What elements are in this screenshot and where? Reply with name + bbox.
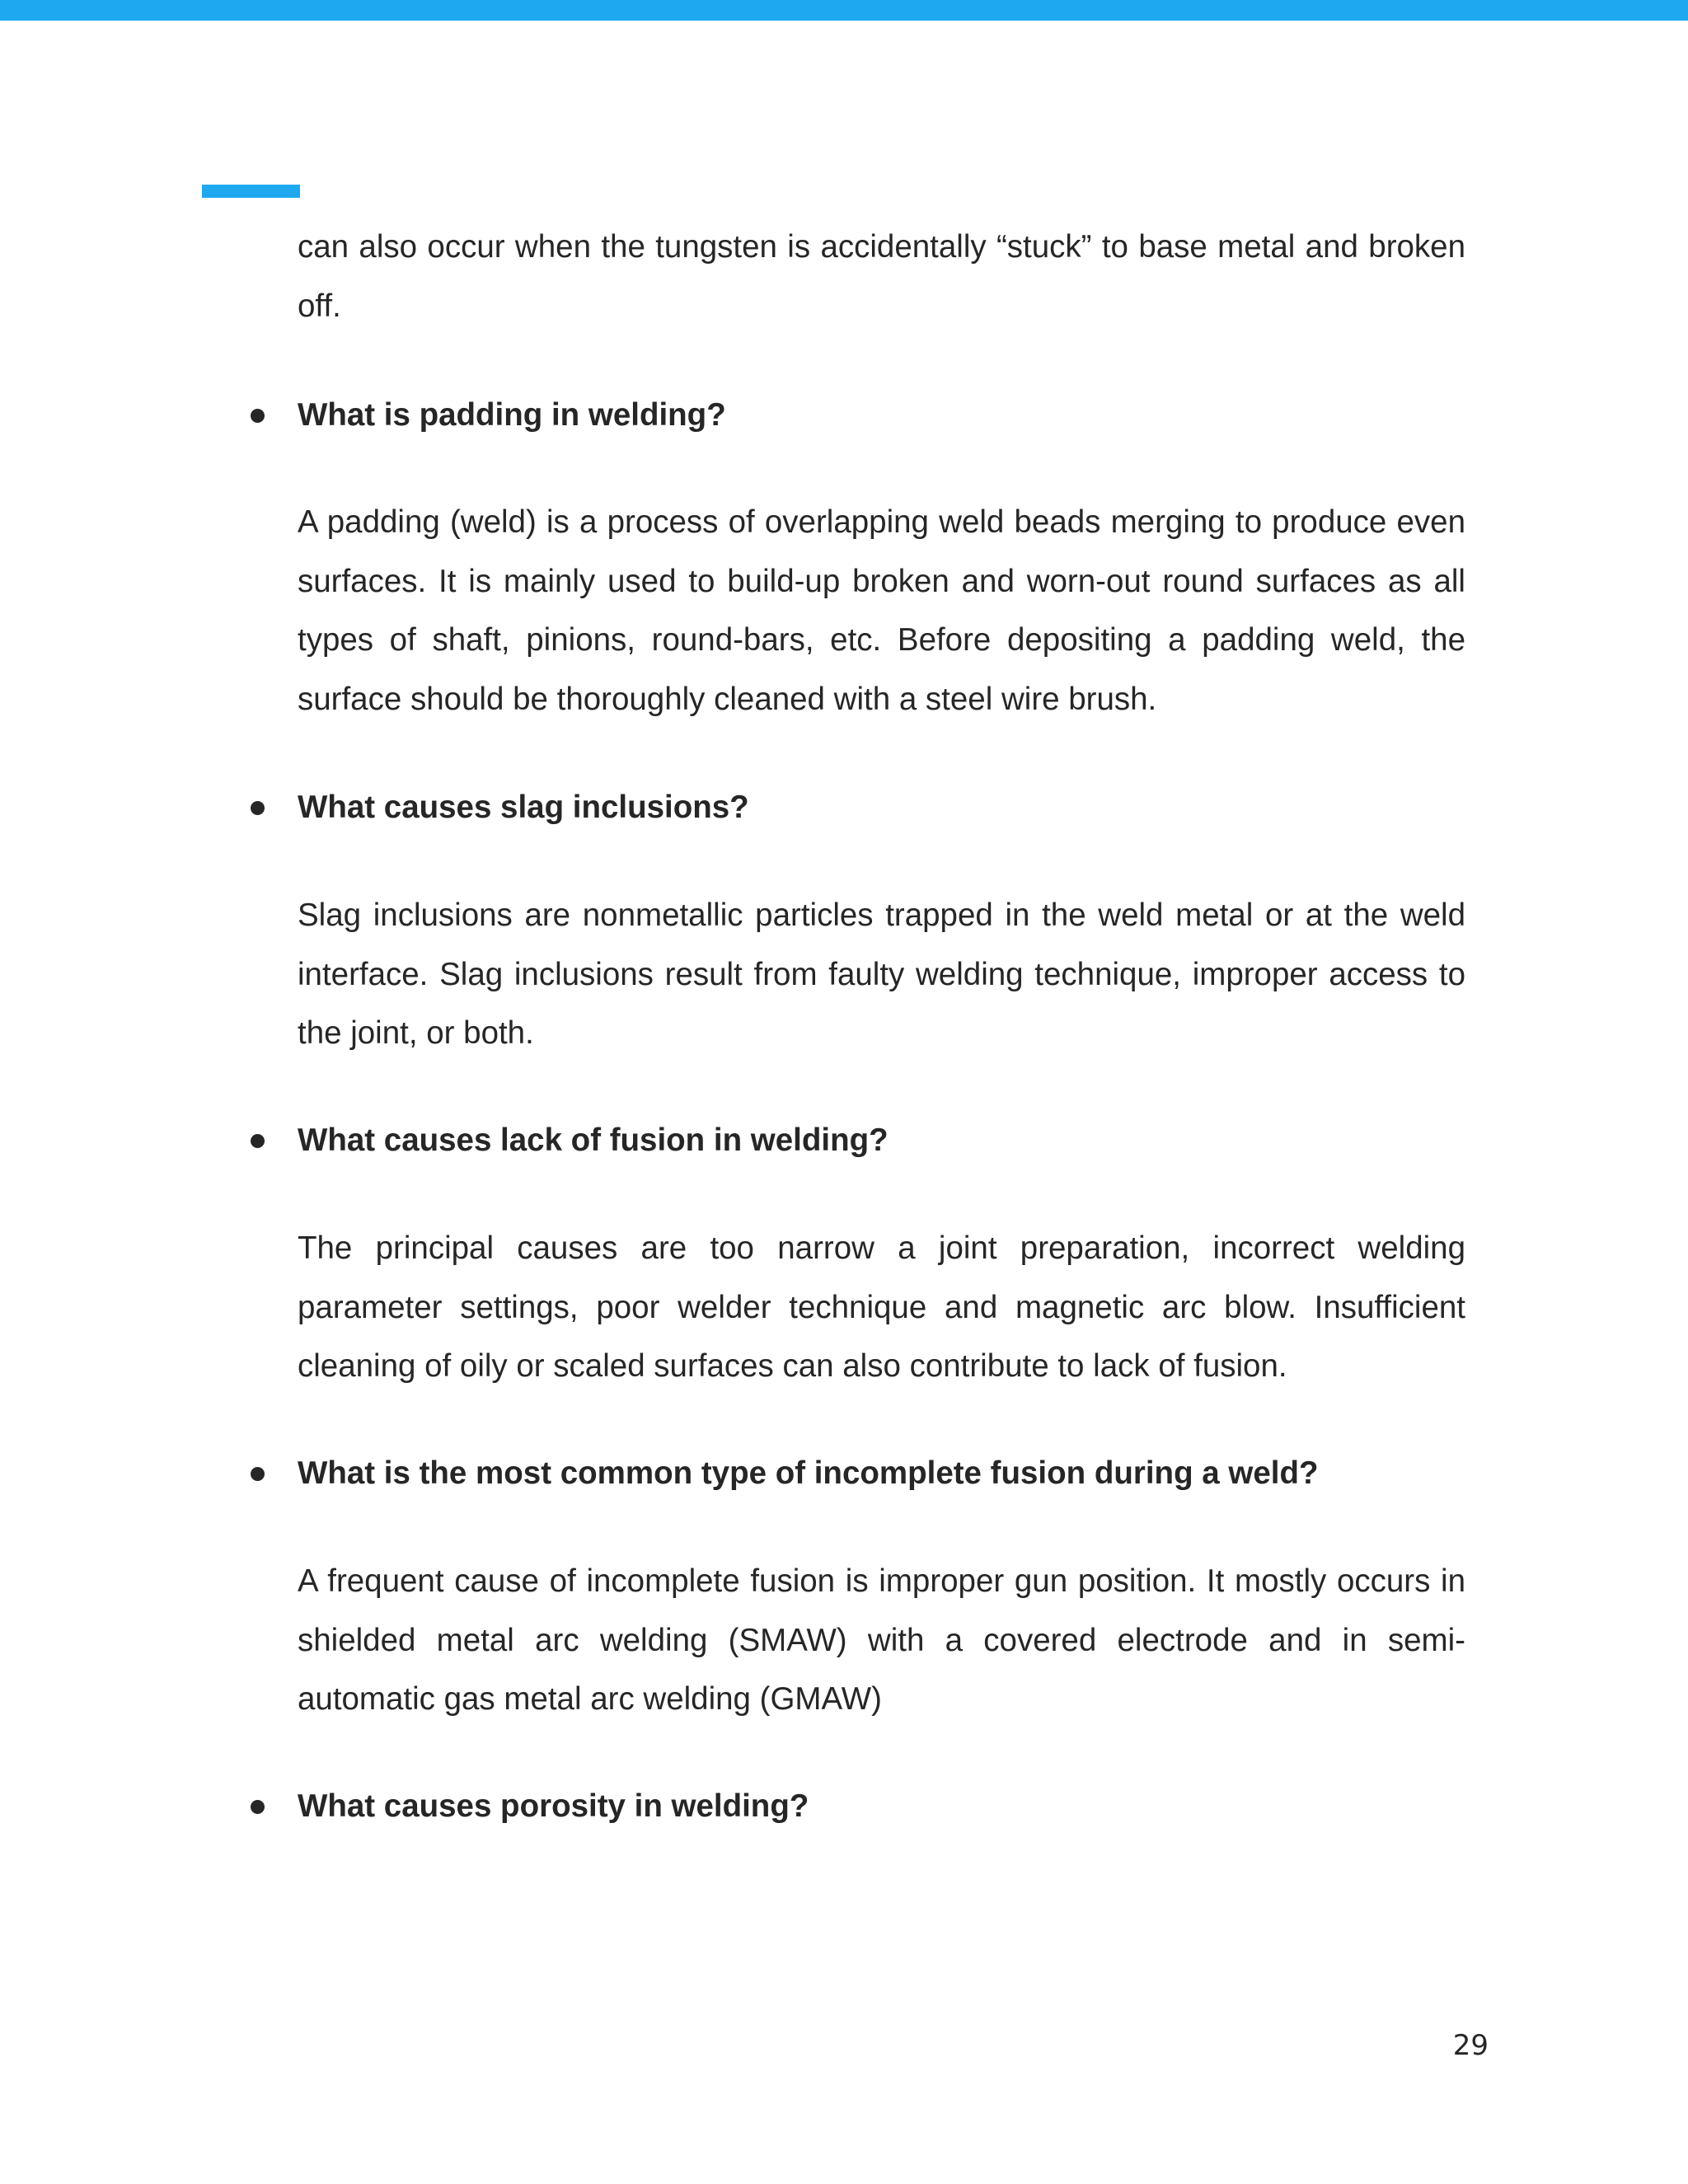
bullet-icon [251,409,265,423]
intro-continuation-paragraph: can also occur when the tungsten is accidentally “stuck” to base metal and broken off. [298,229,1465,324]
answer-padding: A padding (weld) is a process of overlapping weld beads merging to produce even surfaces. It is mainly used to build-up broken and worn-out round surfaces as all types of shaft, pinions, round-bars, etc. Before depositing a padding weld, the surface should be thoroughly cleaned with a steel wire brush. [298,504,1465,718]
top-accent-bar [0,0,1688,21]
bullet-icon [251,801,265,815]
question-padding: What is padding in welding? [298,397,726,433]
answer-lack-of-fusion: The principal causes are too narrow a joint preparation, incorrect welding parameter settings, poor welder technique and magnetic arc blow. Insufficient cleaning of oily or scaled surfaces can also contribute to lack of fusion. [298,1230,1465,1385]
question-slag-inclusions: What causes slag inclusions? [298,790,749,825]
answer-slag-inclusions: Slag inclusions are nonmetallic particles trapped in the weld metal or at the weld interface. Slag inclusions result from faulty welding technique, improper access to the joint, or both. [298,898,1465,1052]
answer-incomplete-fusion: A frequent cause of incomplete fusion is improper gun position. It mostly occurs in shielded metal arc welding (SMAW) with a covered electrode and in semi-automatic gas metal arc welding (GMAW) [298,1563,1465,1718]
bullet-icon [251,1800,265,1814]
question-lack-of-fusion: What causes lack of fusion in welding? [298,1122,889,1158]
bullet-icon [251,1467,265,1481]
page-number: 29 [1452,2029,1489,2062]
question-incomplete-fusion: What is the most common type of incomplete fusion during a weld? [298,1455,1319,1491]
section-accent-mark [202,185,300,198]
question-porosity: What causes porosity in welding? [298,1788,809,1824]
bullet-icon [251,1134,265,1148]
